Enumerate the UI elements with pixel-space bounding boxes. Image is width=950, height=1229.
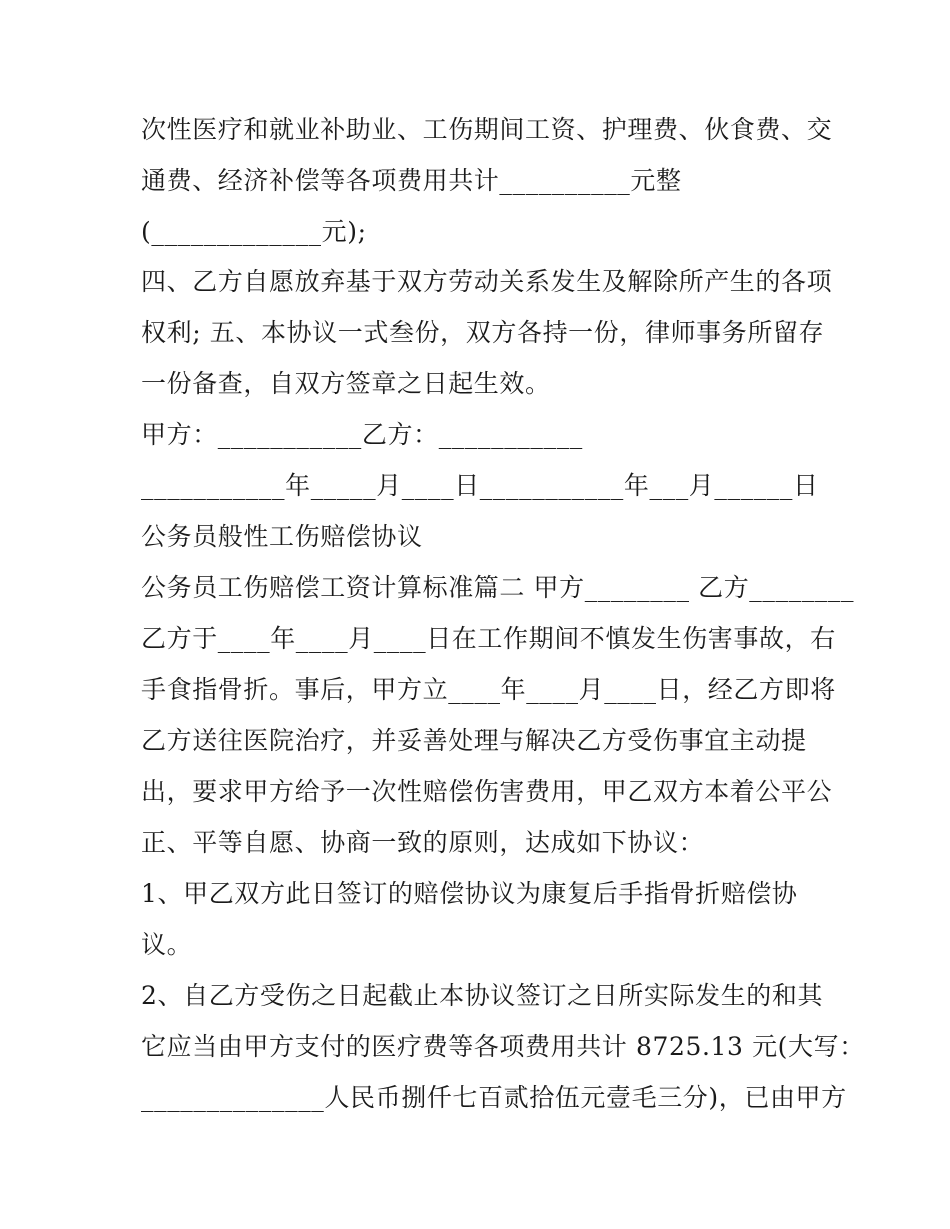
text-line: 议。	[141, 930, 193, 959]
text-line: 它应当由甲方支付的医疗费等各项费用共计 8725.13 元(大写：	[141, 1032, 865, 1061]
text-line: 四、乙方自愿放弃基于双方劳动关系发生及解除所产生的各项	[141, 267, 833, 296]
text-line: 手食指骨折。事后，甲方立____年____月____日，经乙方即将	[141, 675, 836, 704]
text-line: ______________人民币捌仟七百贰拾伍元壹毛三分)，已由甲方	[141, 1083, 847, 1112]
text-line: 次性医疗和就业补助业、工伤期间工资、护理费、伙食费、交	[141, 115, 833, 144]
text-line: 出，要求甲方给予一次性赔偿伤害费用，甲乙双方本着公平公	[141, 777, 833, 806]
text-line: 1、甲乙双方此日签订的赔偿协议为康复后手指骨折赔偿协	[141, 879, 798, 908]
text-line: 乙方送往医院治疗，并妥善处理与解决乙方受伤事宜主动提	[141, 726, 807, 755]
text-line: 权利; 五、本协议一式叁份，双方各持一份，律师事务所留存	[141, 318, 825, 347]
text-line: (_____________元);	[141, 217, 367, 246]
text-line: 正、平等自愿、协商一致的原则，达成如下协议：	[141, 828, 705, 857]
section-heading: 公务员般性工伤赔偿协议	[141, 522, 423, 551]
signature-line: 甲方：___________乙方：___________	[141, 420, 583, 449]
text-line: 公务员工伤赔偿工资计算标准篇二 甲方________ 乙方________	[141, 573, 855, 602]
text-line: 2、自乙方受伤之日起截止本协议签订之日所实际发生的和其	[141, 981, 824, 1010]
text-line: 乙方于____年____月____日在工作期间不慎发生伤害事故，右	[141, 624, 836, 653]
date-line: ___________年_____月____日___________年___月______日	[141, 471, 819, 500]
text-line: 一份备查，自双方签章之日起生效。	[141, 369, 551, 398]
text-line: 通费、经济补偿等各项费用共计__________元整	[141, 166, 682, 195]
